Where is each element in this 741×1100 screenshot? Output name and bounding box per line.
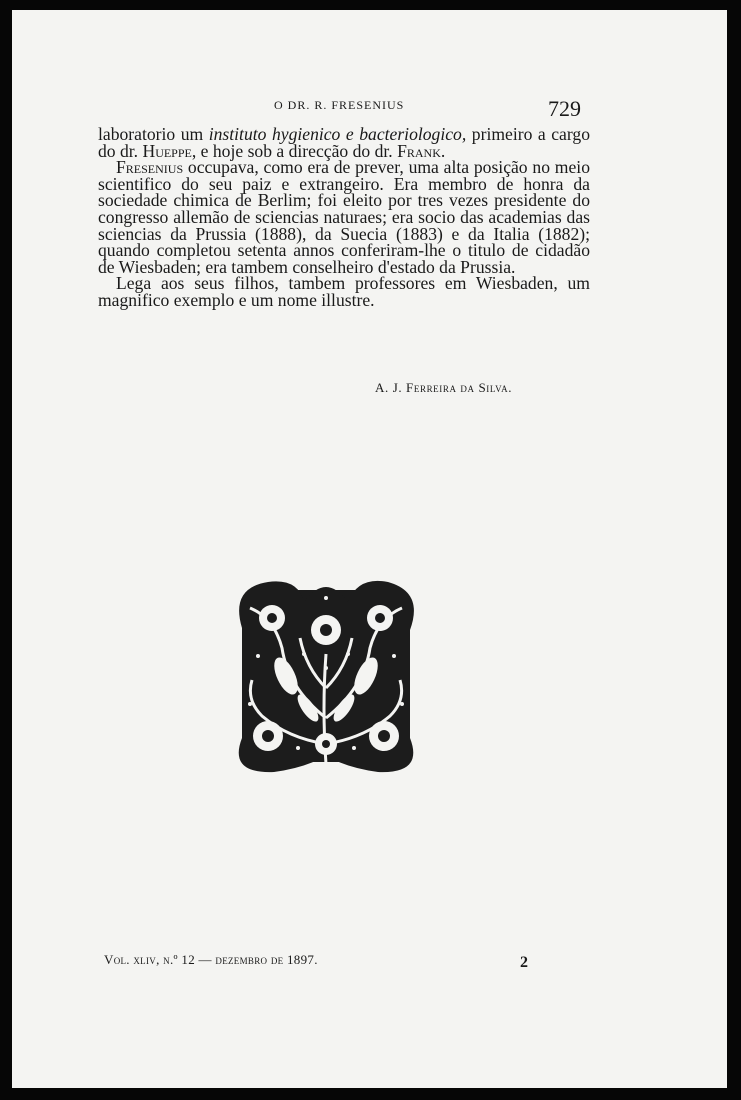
running-head: O DR. R. FRESENIUS	[274, 98, 405, 112]
text-run: laboratorio um	[98, 124, 209, 144]
footer-issue-line	[104, 952, 318, 968]
document-page	[12, 10, 727, 1088]
page-number: 729	[548, 96, 581, 121]
text-run: primeiro a cargo do dr.	[98, 124, 590, 161]
person-name: Frank	[397, 140, 441, 161]
text-run-italic: instituto hygienico e bacteriologico,	[208, 124, 467, 144]
text-run: .	[440, 140, 446, 161]
signature-mark: 2	[520, 954, 528, 971]
paragraph	[98, 126, 590, 159]
text-run: Lega aos seus filhos, tambem professores em Wiesbaden, um magnifico exemplo e um nome illustre.	[98, 273, 590, 310]
footer-text: Vol. xliv, n.º 12 — dezembro de 1897.	[104, 952, 318, 967]
signature-text: A. J. Ferreira da Silva.	[375, 380, 513, 395]
paragraph	[98, 275, 590, 308]
text-run: occupava, como era de prever, uma alta posição no meio scientifico do seu paiz e extrangeiro. Era membro de honra da sociedade chimica de Berlim; foi eleito por tres vezes presidente do congresso allemão de sciencias naturaes; era socio das academias das sciencias da Prussia (1888), da Suecia (1883) e da Italia (1882); quando completou setenta annos conferiram-lhe o titulo de cidadão de Wiesbaden; era tambem conselheiro d'estado da Prussia.	[98, 157, 590, 277]
text-run: , e hoje sob a direcção do dr.	[191, 140, 398, 161]
author-signature	[375, 380, 512, 396]
body-text	[98, 126, 590, 309]
person-name: Hueppe	[142, 140, 192, 161]
paragraph	[98, 159, 590, 275]
person-name: Fresenius	[116, 157, 184, 178]
floral-vignette-icon	[228, 568, 424, 780]
